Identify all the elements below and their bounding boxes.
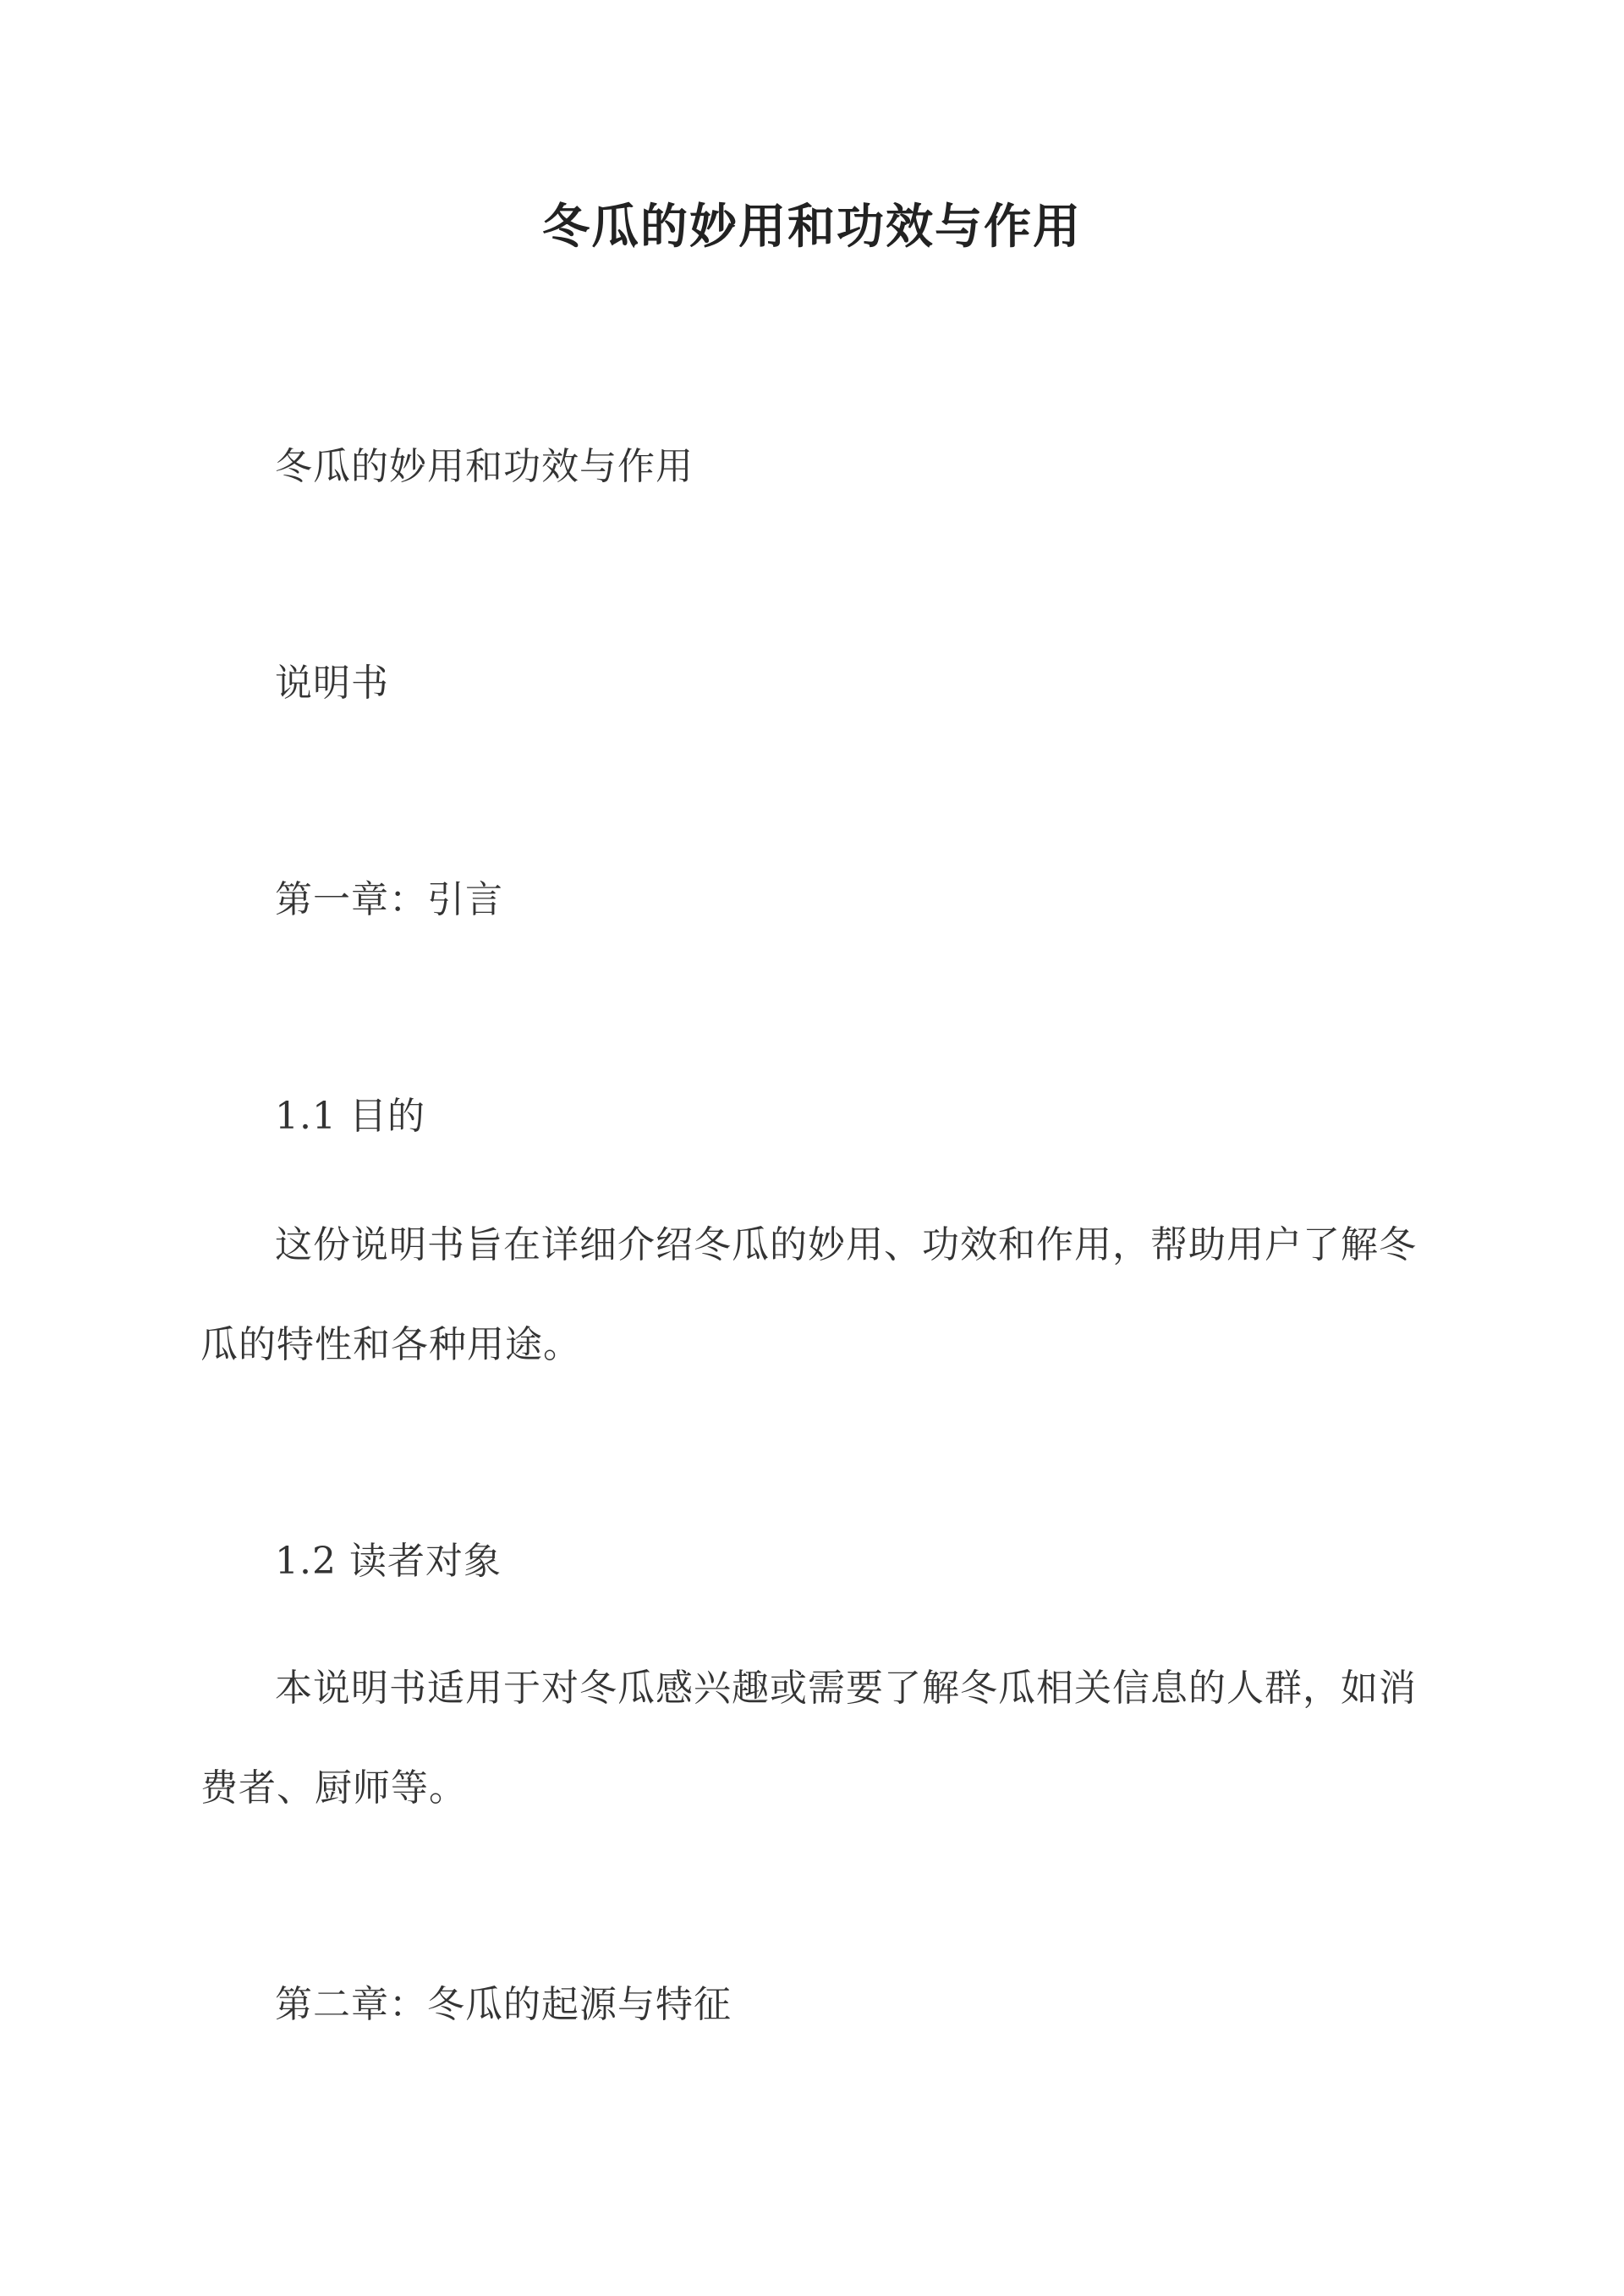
section-1-1-paragraph-line-2: 瓜的特性和各种用途。 bbox=[200, 1323, 581, 1366]
section-1-1-paragraph-line-1: 这份说明书旨在详细介绍冬瓜的妙用、功效和作用，帮助用户了解冬 bbox=[275, 1223, 1417, 1266]
chapter-1-heading: 第一章：引言 bbox=[275, 878, 503, 921]
chapter-2-heading: 第二章：冬瓜的起源与特征 bbox=[275, 1983, 732, 2026]
document-subtitle: 冬瓜的妙用和功效与作用 bbox=[275, 445, 694, 488]
section-1-2-paragraph-line-2: 费者、厨师等。 bbox=[200, 1766, 467, 1810]
section-1-2-paragraph-line-1: 本说明书适用于对冬瓜感兴趣或需要了解冬瓜相关信息的人群，如消 bbox=[275, 1667, 1417, 1710]
section-1-1-heading: 1.1 目的 bbox=[275, 1095, 425, 1138]
section-1-2-heading: 1.2 读者对象 bbox=[275, 1540, 502, 1583]
document-type-label: 说明书 bbox=[275, 662, 389, 705]
document-title: 冬瓜的妙用和功效与作用 bbox=[542, 199, 1082, 255]
